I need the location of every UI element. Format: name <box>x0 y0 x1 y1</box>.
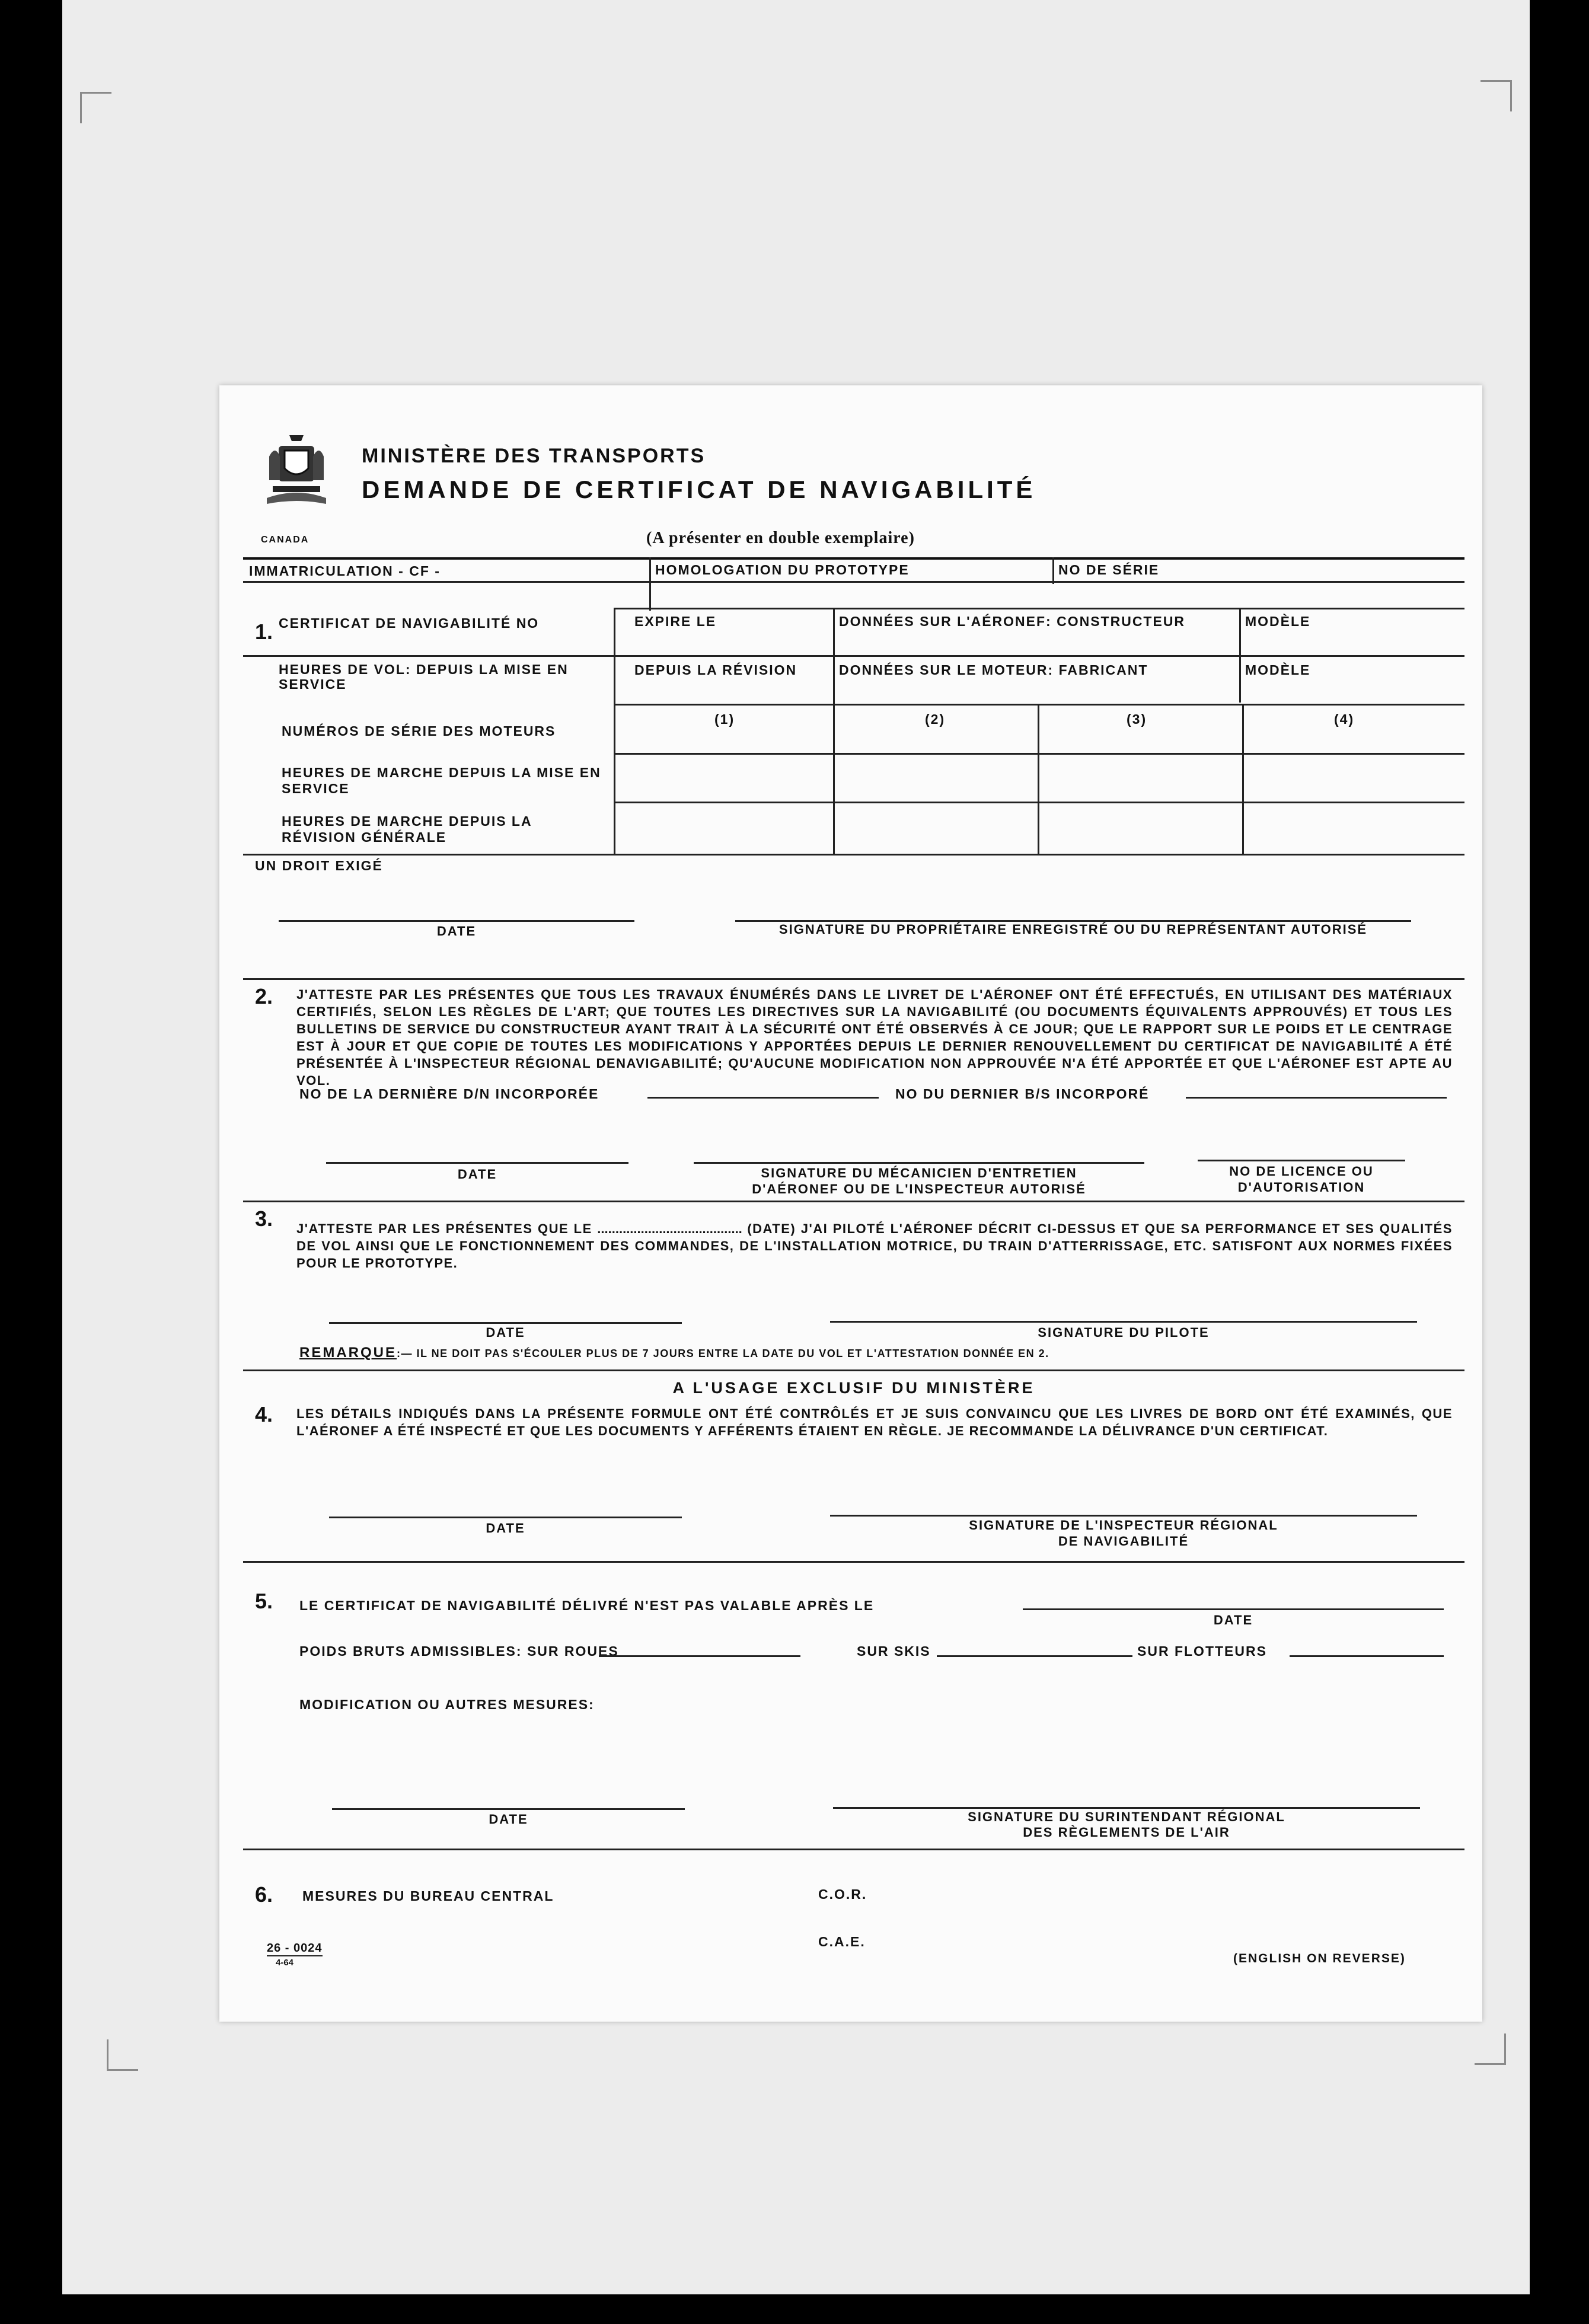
cert-no-label: CERTIFICAT DE NAVIGABILITÉ NO <box>279 615 540 631</box>
column-2-label: (2) <box>925 711 946 727</box>
model-label-2: MODÈLE <box>1245 662 1311 678</box>
central-office-label: MESURES DU BUREAU CENTRAL <box>302 1888 554 1904</box>
form-title: DEMANDE DE CERTIFICAT DE NAVIGABILITÉ <box>362 475 1036 503</box>
cor-label: C.O.R. <box>818 1886 867 1902</box>
column-4-label: (4) <box>1334 711 1355 727</box>
run-service-label: HEURES DE MARCHE DEPUIS LA MISE EN SERVICE <box>282 765 601 796</box>
date-label: DATE <box>486 1521 525 1536</box>
pilot-signature-label: SIGNATURE DU PILOTE <box>1038 1325 1210 1340</box>
table-line <box>614 608 1464 609</box>
owner-signature-label: SIGNATURE DU PROPRIÉTAIRE ENREGISTRÉ OU DU REPRÉSENTANT AUTORISÉ <box>778 922 1368 937</box>
date-label: DATE <box>457 1167 497 1182</box>
section-divider <box>243 1370 1464 1371</box>
signature-line <box>833 1807 1420 1809</box>
table-line <box>243 581 1464 583</box>
fill-line <box>647 1097 879 1099</box>
expires-label: EXPIRE LE <box>634 614 717 629</box>
validity-text: LE CERTIFICAT DE NAVIGABILITÉ DÉLIVRÉ N'EST PAS VALABLE APRÈS LE <box>299 1598 875 1613</box>
english-on-reverse: (ENGLISH ON REVERSE) <box>1233 1952 1406 1965</box>
mechanic-signature-line-2: D'AÉRONEF OU DE L'INSPECTEUR AUTORISÉ <box>752 1182 1086 1196</box>
section-number: 5. <box>255 1589 273 1613</box>
date-label: DATE <box>436 924 477 938</box>
section4-text: LES DÉTAILS INDIQUÉS DANS LA PRÉSENTE FORMULE ONT ÉTÉ CONTRÔLÉS ET JE SUIS CONVAINCU QUE LES LIVRES DE BORD ONT ÉTÉ EXAMINÉS, QUE L'AÉRONEF A ÉTÉ INSPECTÉ ET QUE LES DOCUMENTS Y AFFÉRENTS ÉTAIENT EN RÈGLE. JE RECOMMANDE LA DÉLIVRANCE D'UN CERTIFICAT. <box>296 1406 1453 1438</box>
licence-label-line-2: D'AUTORISATION <box>1237 1180 1365 1195</box>
ministry-name: MINISTÈRE DES TRANSPORTS <box>362 445 706 467</box>
model-label: MODÈLE <box>1245 614 1311 629</box>
cae-label: C.A.E. <box>818 1934 866 1949</box>
modification-label: MODIFICATION OU AUTRES MESURES: <box>299 1697 595 1712</box>
column-1-label: (1) <box>714 711 735 727</box>
section-divider <box>243 1849 1464 1850</box>
table-line <box>614 608 615 854</box>
section-divider <box>243 1561 1464 1563</box>
inspector-signature-line-2: DE NAVIGABILITÉ <box>1058 1534 1189 1549</box>
registration-label: IMMATRICULATION - CF - <box>249 563 441 579</box>
table-line <box>1239 608 1241 703</box>
table-line <box>1038 704 1039 854</box>
canada-label: CANADA <box>261 535 309 545</box>
section-number: 2. <box>255 984 273 1008</box>
last-bs-label: NO DU DERNIER B/S INCORPORÉ <box>895 1086 1150 1102</box>
inspector-signature-line-1: SIGNATURE DE L'INSPECTEUR RÉGIONAL <box>969 1518 1278 1533</box>
aircraft-maker-label: DONNÉES SUR L'AÉRONEF: CONSTRUCTEUR <box>839 614 1186 629</box>
crop-mark-bottom-left <box>107 2039 138 2071</box>
section3-attestation <box>296 1220 1453 1272</box>
table-line <box>243 854 1464 855</box>
fill-line <box>1290 1655 1444 1657</box>
section-number: 4. <box>255 1402 273 1426</box>
form-instruction: (A présenter en double exemplaire) <box>646 529 915 547</box>
airworthiness-form <box>219 385 1482 2022</box>
signature-line <box>830 1321 1417 1323</box>
skis-label: SUR SKIS <box>857 1643 931 1659</box>
date-label: DATE <box>486 1325 525 1340</box>
coat-of-arms-icon <box>261 433 332 510</box>
superintendent-signature-line-1: SIGNATURE DU SURINTENDANT RÉGIONAL <box>968 1809 1285 1824</box>
fill-line <box>937 1655 1132 1657</box>
section3-text-b: (DATE) J'AI PILOTÉ L'AÉRONEF DÉCRIT CI-DESSUS ET QUE SA PERFORMANCE ET SES QUALITÉS DE VOL AINSI QUE LE FONCTIONNEMENT DES COMMANDES, DE L'INSTALLATION MOTRICE, DU TRAIN D'ATTERRISSAGE, ETC. SATISFONT AUX NORMES FIXÉES POUR LE PROTOTYPE. <box>296 1221 1453 1270</box>
section-number: 6. <box>255 1882 273 1907</box>
form-date: 4-64 <box>276 1958 294 1968</box>
section2-attestation: J'ATTESTE PAR LES PRÉSENTES QUE TOUS LES TRAVAUX ÉNUMÉRÉS DANS LE LIVRET DE L'AÉRONEF ONT ÉTÉ EFFECTUÉS, EN UTILISANT DES MATÉRIAUX CERTIFIÉS, SELON LES RÈGLES DE L'ART; QUE TOUTES LES DIRECTIVES SUR LA NAVIGABILITÉ (OU DOCUMENTS ÉQUIVALENTS APPROUVÉS) ET TOUS LES BULLETINS DE SERVICE DU CONSTRUCTEUR AYANT TRAIT À LA SÉCURITÉ ONT ÉTÉ OBSERVÉS À CE JOUR; QUE LE RAPPORT SUR LE POIDS ET LE CENTRAGE EST À JOUR ET QUE COPIE DE TOUTES LES MODIFICATIONS Y APPORTÉES DEPUIS LE DERNIER RENOUVELLEMENT DU CERTIFICAT DE NAVIGABILITÉ A ÉTÉ PRÉSENTÉE À L'INSPECTEUR RÉGIONAL DENAVIGABILITÉ; QU'AUCUNE MODIFICATION NON APPROUVÉE N'A ÉTÉ APPORTÉE ET QUE L'AÉRONEF EST APTE AU VOL. <box>296 987 1453 1088</box>
mechanic-signature-line-1: SIGNATURE DU MÉCANICIEN D'ENTRETIEN <box>761 1166 1077 1180</box>
section-divider <box>243 1201 1464 1202</box>
signature-line <box>830 1515 1417 1517</box>
licence-label-line-1: NO DE LICENCE OU <box>1229 1164 1374 1179</box>
table-line <box>243 978 1464 980</box>
crop-mark-top-right <box>1480 80 1512 111</box>
gross-wheels-label: POIDS BRUTS ADMISSIBLES: SUR ROUES <box>299 1643 619 1659</box>
form-number: 26 - 0024 <box>267 1942 323 1956</box>
section-number: 1. <box>255 620 273 644</box>
table-line <box>1052 557 1054 584</box>
fill-line <box>1186 1097 1447 1099</box>
table-line <box>833 608 835 854</box>
fee-label: UN DROIT EXIGÉ <box>255 858 383 873</box>
run-overhaul-label: HEURES DE MARCHE DEPUIS LA RÉVISION GÉNÉRALE <box>282 813 532 845</box>
fill-line <box>599 1655 800 1657</box>
last-dn-label: NO DE LA DERNIÈRE D/N INCORPORÉE <box>299 1086 599 1102</box>
hours-service-label: HEURES DE VOL: DEPUIS LA MISE EN SERVICE <box>279 662 569 692</box>
signature-line <box>694 1162 1144 1164</box>
signature-line <box>329 1517 682 1518</box>
official-use-heading: A L'USAGE EXCLUSIF DU MINISTÈRE <box>672 1379 1035 1397</box>
remark <box>299 1345 1049 1361</box>
crop-mark-bottom-right <box>1475 2034 1506 2065</box>
superintendent-signature-line-2: DES RÈGLEMENTS DE L'AIR <box>1023 1825 1230 1840</box>
serial-no-label: NO DE SÉRIE <box>1058 562 1160 577</box>
signature-line <box>329 1322 682 1324</box>
crop-mark-top-left <box>80 92 111 123</box>
remark-label: REMARQUE <box>299 1345 397 1361</box>
signature-line <box>326 1162 628 1164</box>
table-line <box>649 557 651 611</box>
engine-serials-label: NUMÉROS DE SÉRIE DES MOTEURS <box>282 723 556 739</box>
signature-line <box>332 1808 685 1810</box>
section-number: 3. <box>255 1206 273 1231</box>
column-3-label: (3) <box>1127 711 1147 727</box>
table-line <box>1242 704 1244 854</box>
floats-label: SUR FLOTTEURS <box>1137 1643 1267 1659</box>
engine-maker-label: DONNÉES SUR LE MOTEUR: FABRICANT <box>839 662 1148 678</box>
table-line <box>243 655 1464 657</box>
date-under-label: DATE <box>1213 1613 1253 1627</box>
type-approval-label: HOMOLOGATION DU PROTOTYPE <box>655 562 910 577</box>
section3-text-a: J'ATTESTE PAR LES PRÉSENTES QUE LE <box>296 1221 592 1236</box>
table-line <box>243 557 1464 560</box>
since-revision-label: DEPUIS LA RÉVISION <box>634 662 797 678</box>
section3-date-dots: ........................................ <box>597 1221 742 1236</box>
remark-text: :— IL NE DOIT PAS S'ÉCOULER PLUS DE 7 JOURS ENTRE LA DATE DU VOL ET L'ATTESTATION DONNÉE EN 2. <box>397 1348 1049 1359</box>
fill-line <box>1023 1608 1444 1610</box>
signature-line <box>279 920 634 922</box>
signature-line <box>1198 1160 1405 1161</box>
date-label: DATE <box>489 1812 528 1827</box>
